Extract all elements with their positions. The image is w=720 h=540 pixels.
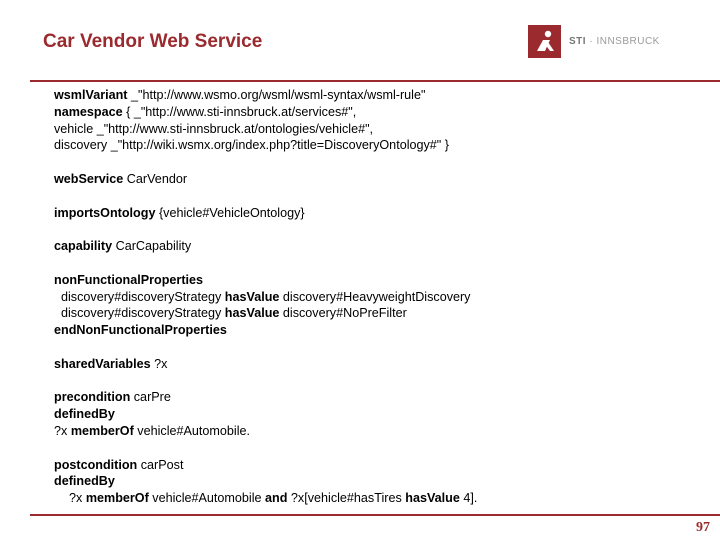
code-line: endNonFunctionalProperties bbox=[54, 323, 227, 338]
code-line: discovery#discoveryStrategy hasValue discovery#HeavyweightDiscovery bbox=[61, 289, 471, 304]
code-line: definedBy bbox=[54, 474, 115, 489]
header-divider bbox=[30, 80, 720, 82]
code-line: wsmlVariant _"http://www.wsmo.org/wsml/wsml-syntax/wsml-rule" bbox=[54, 88, 426, 102]
page-number: 97 bbox=[696, 520, 710, 535]
logo-text: STI · INNSBRUCK bbox=[569, 35, 660, 47]
code-line: importsOntology {vehicle#VehicleOntology} bbox=[54, 205, 305, 220]
code-line: postcondition carPost bbox=[54, 457, 184, 472]
code-line: ?x memberOf vehicle#Automobile. bbox=[54, 423, 251, 438]
code-line: nonFunctionalProperties bbox=[54, 272, 204, 287]
code-line: sharedVariables ?x bbox=[54, 356, 168, 371]
code-line: definedBy bbox=[54, 407, 115, 422]
code-line: vehicle _"http://www.sti-innsbruck.at/ontologies/vehicle#", bbox=[54, 121, 374, 136]
code-line: discovery _"http://wiki.wsmx.org/index.php?title=DiscoveryOntology#" } bbox=[54, 138, 449, 153]
sti-innsbruck-logo bbox=[528, 24, 660, 58]
code-line: ?x memberOf vehicle#Automobile and ?x[vehicle#hasTires hasValue 4]. bbox=[69, 491, 478, 506]
code-line: namespace { _"http://www.sti-innsbruck.at/services#", bbox=[54, 104, 357, 119]
code-line: capability CarCapability bbox=[54, 239, 192, 254]
footer-divider bbox=[30, 514, 720, 516]
sti-logo-icon bbox=[528, 25, 561, 58]
code-line: discovery#discoveryStrategy hasValue discovery#NoPreFilter bbox=[61, 306, 407, 321]
code-line: webService CarVendor bbox=[54, 171, 188, 186]
wsml-code-block bbox=[54, 87, 477, 507]
code-line: precondition carPre bbox=[54, 390, 171, 405]
slide-title: Car Vendor Web Service bbox=[43, 31, 263, 52]
